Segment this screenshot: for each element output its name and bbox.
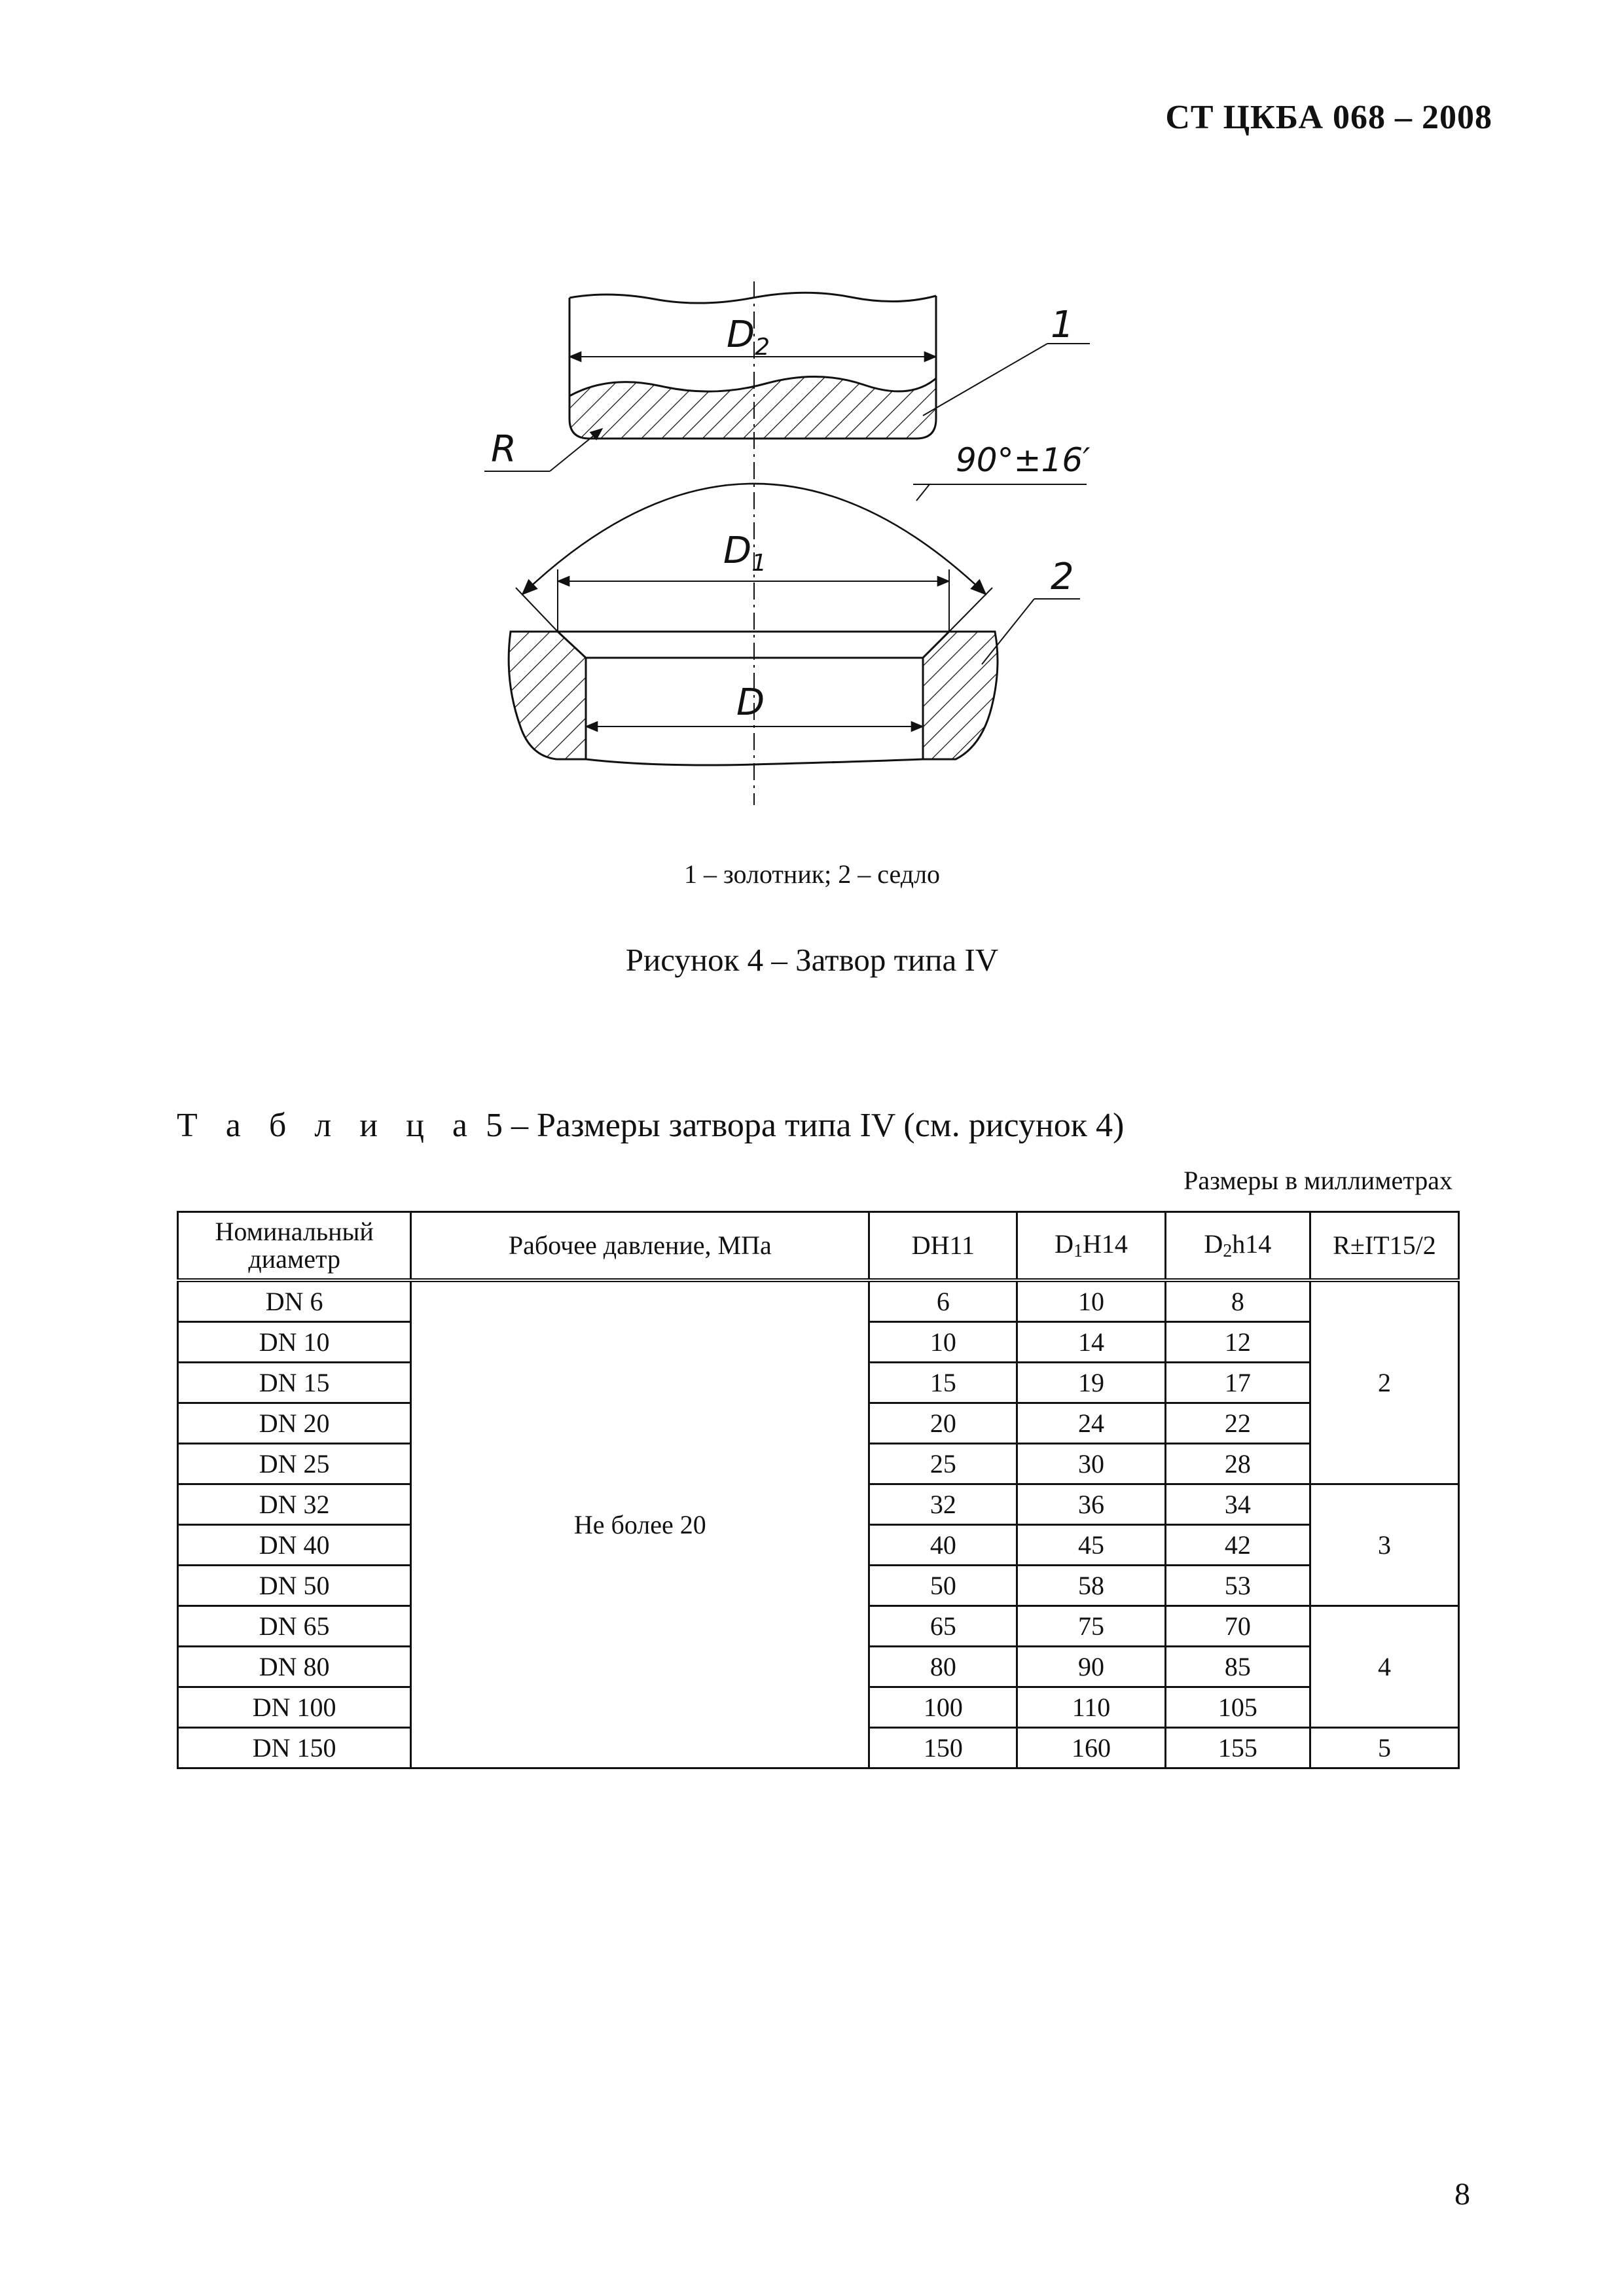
cell-d1: 75	[1017, 1606, 1165, 1647]
cell-dn: DN 25	[178, 1444, 411, 1484]
cell-d: 6	[869, 1280, 1017, 1322]
seat-part	[509, 569, 998, 765]
cell-d: 150	[869, 1728, 1017, 1768]
cell-dn: DN 150	[178, 1728, 411, 1768]
cell-d: 50	[869, 1566, 1017, 1606]
cell-d1: 24	[1017, 1403, 1165, 1444]
cell-d2: 53	[1165, 1566, 1310, 1606]
cell-d1: 160	[1017, 1728, 1165, 1768]
cell-d: 20	[869, 1403, 1017, 1444]
figure-caption: Рисунок 4 – Затвор типа IV	[625, 942, 999, 978]
cell-d2: 155	[1165, 1728, 1310, 1768]
cell-pressure: Не более 20	[411, 1280, 869, 1768]
cell-d2: 34	[1165, 1484, 1310, 1525]
header-d2h14: $D_2h14$	[1165, 1212, 1310, 1281]
cell-d2: 85	[1165, 1647, 1310, 1687]
figure-legend: 1 – золотник; 2 – седло	[683, 859, 941, 889]
cell-d2: 42	[1165, 1525, 1310, 1566]
cell-r: 5	[1310, 1728, 1458, 1768]
cell-d1: 58	[1017, 1566, 1165, 1606]
cell-d1: 36	[1017, 1484, 1165, 1525]
header-dh11: DH11	[869, 1212, 1017, 1281]
cell-d2: 22	[1165, 1403, 1310, 1444]
cell-r: 3	[1310, 1484, 1458, 1606]
cell-r: 4	[1310, 1606, 1458, 1728]
cell-dn: DN 15	[178, 1363, 411, 1403]
label-d1: $D_1$	[723, 529, 767, 577]
cell-d: 15	[869, 1363, 1017, 1403]
cell-d1: 19	[1017, 1363, 1165, 1403]
label-part-2: 2	[1051, 556, 1074, 598]
cell-d: 80	[869, 1647, 1017, 1687]
cell-d2: 12	[1165, 1322, 1310, 1363]
valve-drawing	[458, 275, 1113, 864]
table-title-text: 5 – Размеры затвора типа IV (см. рисунок 4)	[477, 1107, 1125, 1144]
cell-d: 25	[869, 1444, 1017, 1484]
cell-d2: 17	[1165, 1363, 1310, 1403]
cell-dn: DN 40	[178, 1525, 411, 1566]
cell-d: 40	[869, 1525, 1017, 1566]
cell-d1: 90	[1017, 1647, 1165, 1687]
label-angle: 90°±16′	[956, 441, 1091, 479]
page-number: 8	[1454, 2177, 1470, 2212]
cell-dn: DN 20	[178, 1403, 411, 1444]
label-r: R	[491, 428, 516, 471]
cell-d2: 8	[1165, 1280, 1310, 1322]
cell-dn: DN 50	[178, 1566, 411, 1606]
cell-d1: 10	[1017, 1280, 1165, 1322]
cell-dn: DN 10	[178, 1322, 411, 1363]
cell-d1: 30	[1017, 1444, 1165, 1484]
cell-d: 10	[869, 1322, 1017, 1363]
header-nominal-diameter: Номинальный диаметр	[178, 1212, 411, 1281]
dimensions-table	[177, 1211, 1460, 1769]
cell-d2: 70	[1165, 1606, 1310, 1647]
cell-d: 65	[869, 1606, 1017, 1647]
header-r: R±IT15/2	[1310, 1212, 1458, 1281]
cell-dn: DN 6	[178, 1280, 411, 1322]
cell-d2: 105	[1165, 1687, 1310, 1728]
cell-dn: DN 80	[178, 1647, 411, 1687]
cell-dn: DN 65	[178, 1606, 411, 1647]
document-code: СТ ЦКБА 068 – 2008	[1165, 99, 1492, 136]
cell-dn: DN 100	[178, 1687, 411, 1728]
header-pressure: Рабочее давление, МПа	[411, 1212, 869, 1281]
header-d1h14: $D_1H14$	[1017, 1212, 1165, 1281]
cell-d1: 110	[1017, 1687, 1165, 1728]
cell-d2: 28	[1165, 1444, 1310, 1484]
label-d: D	[736, 681, 765, 724]
cell-d: 32	[869, 1484, 1017, 1525]
units-note: Размеры в миллиметрах	[1183, 1166, 1453, 1195]
cell-r: 2	[1310, 1280, 1458, 1484]
table-header-row	[178, 1212, 1459, 1281]
cell-d1: 45	[1017, 1525, 1165, 1566]
cell-d: 100	[869, 1687, 1017, 1728]
cell-d1: 14	[1017, 1322, 1165, 1363]
cell-dn: DN 32	[178, 1484, 411, 1525]
table-row	[178, 1280, 1459, 1322]
label-d2: $D_2$	[727, 314, 770, 361]
table-title-prefix: Т а б л и ц а	[177, 1107, 477, 1144]
table-title	[177, 1106, 1124, 1145]
label-part-1: 1	[1051, 304, 1074, 346]
